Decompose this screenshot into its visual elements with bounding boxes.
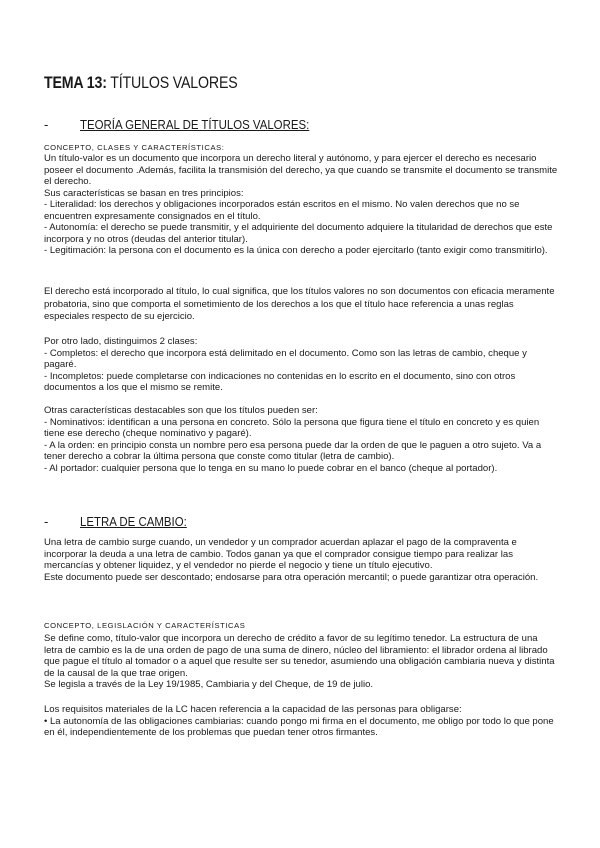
page-title — [44, 74, 238, 93]
title-number: TEMA 13: — [44, 74, 107, 92]
text-line: - Incompletos: puede completarse con indicaciones no contenidas en lo escrito en el documento, sino con otros documentos a los que el mismo se remite. — [44, 370, 516, 393]
text-line: - Completos: el derecho que incorpora está delimitado en el documento. Como son las letras de cambio, cheque y pagaré. — [44, 347, 527, 370]
text-line: - A la orden: en principio consta un nombre pero esa persona puede dar la orden de que le paguen a otro sujeto. Va a tener derecho a cobrar la última persona que conste como titular (letra de cambio). — [44, 439, 542, 462]
paragraph-requisitos — [44, 704, 558, 739]
text-line: Otras características destacables son que los títulos pueden ser: — [44, 405, 318, 416]
text-line: Los requisitos materiales de la LC hacen referencia a la capacidad de las personas para obligarse: — [44, 704, 462, 715]
text-line: Un título-valor es un documento que incorpora un derecho literal y autónomo, y para ejercer el derecho es necesario poseer el documento .Además, facilita la transmisión del derecho, ya que cuando se transmite el documento se transmite el derecho. — [44, 153, 558, 187]
text-line: Se define como, título-valor que incorpora un derecho de crédito a favor de su legítimo tenedor. La estructura de una letra de cambio es la de una orden de pago de una suma de dinero, núcleo del libramiento: el librador ordena al librado que pague el título al tomador o a aquel que resulte ser su tenedor, asumiendo una obligación cambiaria nueva y distinta de la causal de la que trae origen. — [44, 633, 555, 679]
subheading-concepto: CONCEPTO, CLASES Y CARACTERÍSTICAS: — [44, 143, 225, 152]
text-line: - Al portador: cualquier persona que lo tenga en su mano lo puede cobrar en el banco (cheque al portador). — [44, 462, 498, 474]
text-line: Se legisla a través de la Ley 19/1985, Cambiaria y del Cheque, de 19 de julio. — [44, 679, 374, 690]
text-line: - Nominativos: identifican a una persona en concreto. Sólo la persona que figura tiene el título en concreto y es quien tiene ese derecho (cheque nominativo y pagaré). — [44, 416, 540, 439]
subheading-legislacion: CONCEPTO, LEGISLACIÓN Y CARACTERÍSTICAS — [44, 621, 246, 630]
text-line: - Legitimación: la persona con el documento es la única con derecho a poder ejercitarlo (tanto exigir como transmitirlo). — [44, 245, 548, 256]
heading-dash: - — [44, 514, 49, 529]
heading-text: TEORÍA GENERAL DE TÍTULOS VALORES: — [80, 117, 310, 132]
paragraph-definicion-letra — [44, 633, 558, 691]
text-line: Por otro lado, distinguimos 2 clases: — [44, 336, 198, 347]
heading-text: LETRA DE CAMBIO: — [80, 514, 187, 529]
paragraph-otras-caracteristicas — [44, 405, 558, 474]
text-line: Una letra de cambio surge cuando, un vendedor y un comprador acuerdan aplazar el pago de la compraventa e incorporar la deuda a una letra de cambio. Todos ganan ya que el comprador consigue tiempo para realizar las mercancías y obtener liquidez, y el vendedor no pierde el negocio y tiene un título ejecutivo. — [44, 537, 517, 571]
text-line: - Autonomía: el derecho se puede transmitir, y el adquiriente del documento adquiere la titularidad de derechos que este incorpora y no otros (deudas del anterior titular). — [44, 222, 553, 245]
title-text: TÍTULOS VALORES — [110, 74, 238, 92]
text-line: • La autonomía de las obligaciones cambiarias: cuando pongo mi firma en el documento, me obligo por todo lo que pone en él, independientemente de los problemas que puedan tener otros firmantes. — [44, 715, 554, 738]
paragraph-definicion — [44, 153, 558, 257]
text-line: Sus características se basan en tres principios: — [44, 187, 244, 199]
paragraph-letra — [44, 537, 558, 583]
section-heading-teoria — [44, 117, 341, 132]
paragraph-incorporado — [44, 286, 558, 324]
text-line: - Literalidad: los derechos y obligaciones incorporados están escritos en el mismo. No valen derechos que no se encuentren expresamente consignados en el título. — [44, 199, 520, 222]
paragraph-clases — [44, 336, 558, 394]
heading-dash: - — [44, 117, 49, 132]
section-heading-letra — [44, 514, 201, 529]
text-line: El derecho está incorporado al título, lo cual significa, que los títulos valores no son documentos con eficacia meramente probatoria, sino que comporta el sometimiento de los derechos a los que el título hace referencia a unas reglas especiales respecto de su ejercicio. — [44, 286, 555, 322]
text-line: Este documento puede ser descontado; endosarse para otra operación mercantil; o puede garantizar otra operación. — [44, 571, 539, 583]
